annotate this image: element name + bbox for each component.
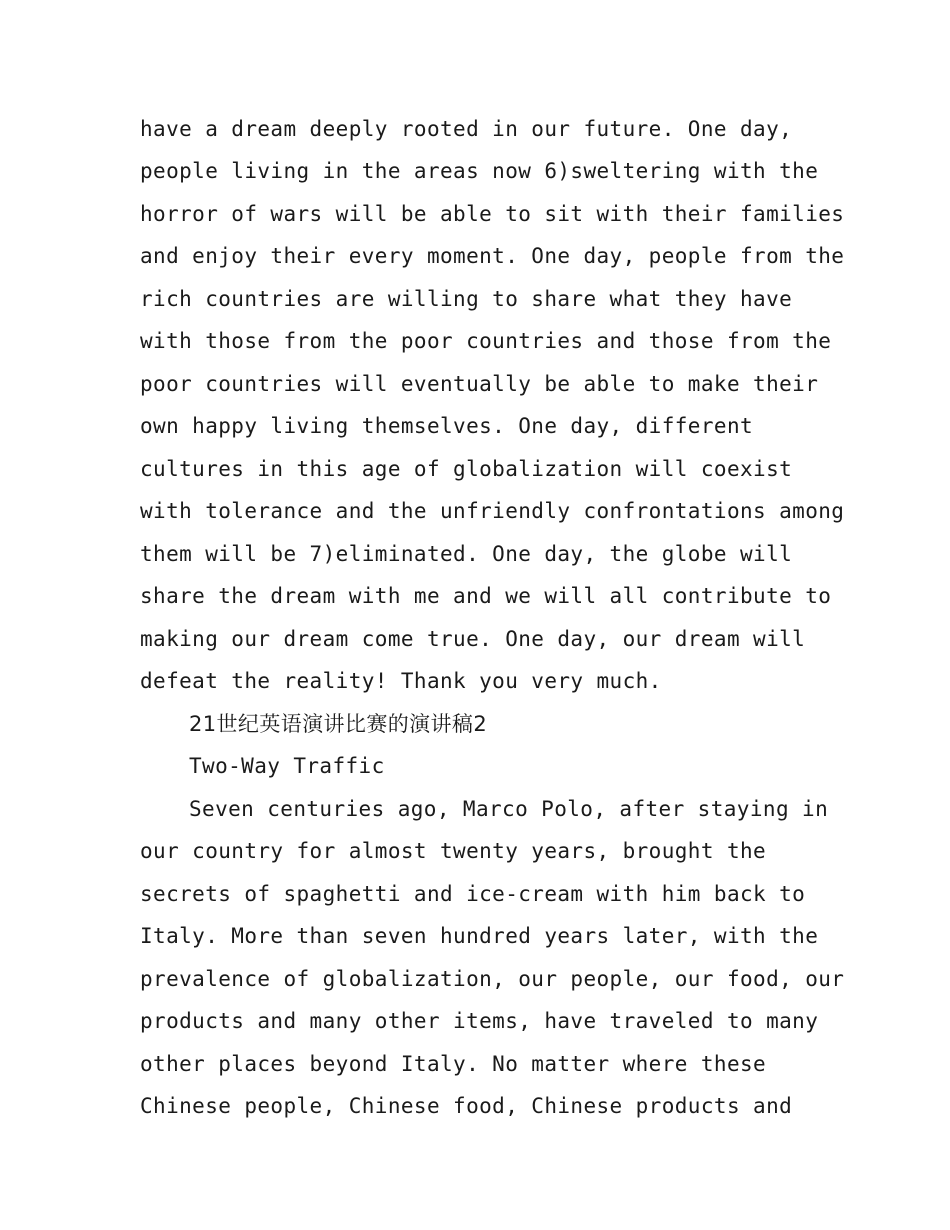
text-line: share the dream with me and we will all contribute to — [140, 584, 832, 608]
text-line: have a dream deeply rooted in our future. One day, — [140, 117, 793, 141]
text-line: them will be 7)eliminated. One day, the globe will — [140, 542, 793, 566]
text-line: rich countries are willing to share what they have — [140, 287, 793, 311]
text-line: our country for almost twenty years, brought the — [140, 839, 767, 863]
text-line: secrets of spaghetti and ice-cream with him back to — [140, 882, 806, 906]
text-line: own happy living themselves. One day, different — [140, 414, 754, 438]
text-line: with tolerance and the unfriendly confrontations among — [140, 499, 845, 523]
text-line: defeat the reality! Thank you very much. — [140, 669, 662, 693]
text-line: Chinese people, Chinese food, Chinese products and — [140, 1094, 793, 1118]
text-line: people living in the areas now 6)sweltering with the — [140, 159, 819, 183]
text-line: horror of wars will be able to sit with their families — [140, 202, 845, 226]
text-line: cultures in this age of globalization will coexist — [140, 457, 793, 481]
text-line: Italy. More than seven hundred years later, with the — [140, 924, 819, 948]
text-line: Seven centuries ago, Marco Polo, after staying in — [189, 797, 829, 821]
text-line: prevalence of globalization, our people, our food, our — [140, 967, 845, 991]
text-line: other places beyond Italy. No matter where these — [140, 1052, 767, 1076]
text-line: with those from the poor countries and those from the — [140, 329, 832, 353]
text-line: poor countries will eventually be able to make their — [140, 372, 819, 396]
text-line: products and many other items, have traveled to many — [140, 1009, 819, 1033]
section-heading: 21世纪英语演讲比赛的演讲稿2 — [189, 712, 488, 736]
speech-title: Two-Way Traffic — [189, 754, 385, 778]
text-line: and enjoy their every moment. One day, people from the — [140, 244, 845, 268]
text-line: making our dream come true. One day, our dream will — [140, 627, 806, 651]
